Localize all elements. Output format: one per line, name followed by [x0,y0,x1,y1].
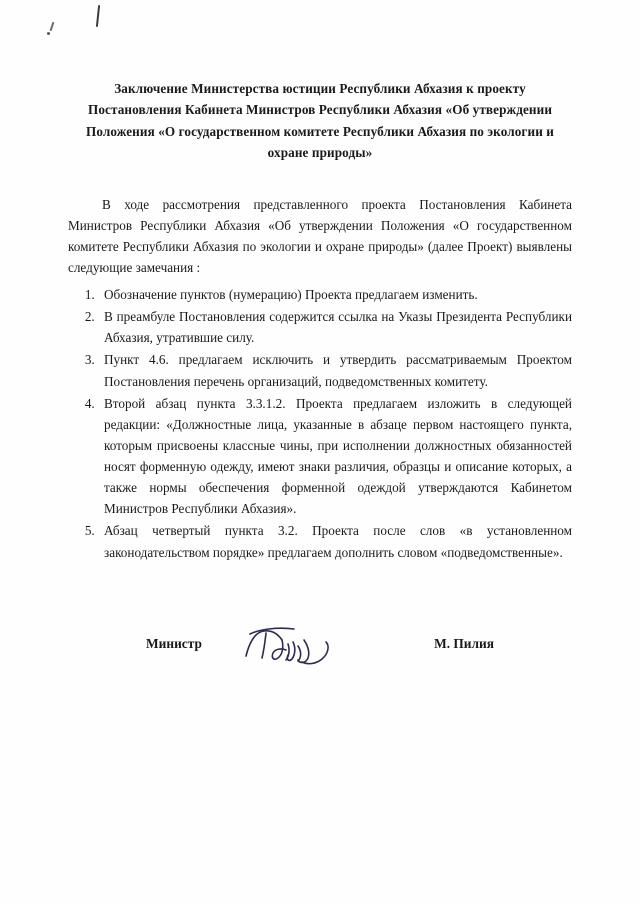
page-title: Заключение Министерства юстиции Республики Абхазия к проекту Постановления Кабинета Министров Республики Абхазия «Об утверждении Положения «О государственном комитете Республики Абхазия по экологии и охране природы» [86,81,554,161]
signer-name: М. Пилия [434,636,494,651]
handwritten-signature-icon [238,622,388,668]
remarks-list [68,284,572,563]
scan-mark-dot-icon [47,32,50,35]
document-body [68,78,572,564]
scan-mark-stroke-icon [96,5,100,27]
signature-role-label: Министр [146,636,202,651]
signature-block [68,628,572,668]
list-item: 1. Обозначение пунктов (нумерацию) Проекта предлагаем изменить. [98,284,572,305]
intro-paragraph: В ходе рассмотрения представленного проекта Постановления Кабинета Министров Республики Абхазия «Об утверждении Положения «О государственном комитете Республики Абхазия по экологии и охране природы» (далее Проект) выявлены следующие замечания : [68,196,572,275]
list-item: 4. Второй абзац пункта 3.3.1.2. Проекта предлагаем изложить в следующей редакции: «Должностные лица, указанные в абзаце первом настоящего пункта, которым присвоены классные чины, при исполнении должностных обязанностей носят форменную одежду, имеют знаки различия, образцы и описание которых, а также нормы обеспечения форменной одеждой утверждаются Кабинетом Министров Республики Абхазия». [98,393,572,520]
list-item: 3. Пункт 4.6. предлагаем исключить и утвердить рассматриваемым Проектом Постановления перечень организаций, подведомственных комитету. [98,349,572,391]
scan-artifacts [0,0,640,48]
scan-mark-tick-icon [50,22,55,31]
list-item: 2. В преамбуле Постановления содержится ссылка на Указы Президента Республики Абхазия, утратившие силу. [98,306,572,348]
list-item: 5. Абзац четвертый пункта 3.2. Проекта после слов «в установленном законодательством порядке» предлагаем дополнить словом «подведомственные». [98,520,572,562]
